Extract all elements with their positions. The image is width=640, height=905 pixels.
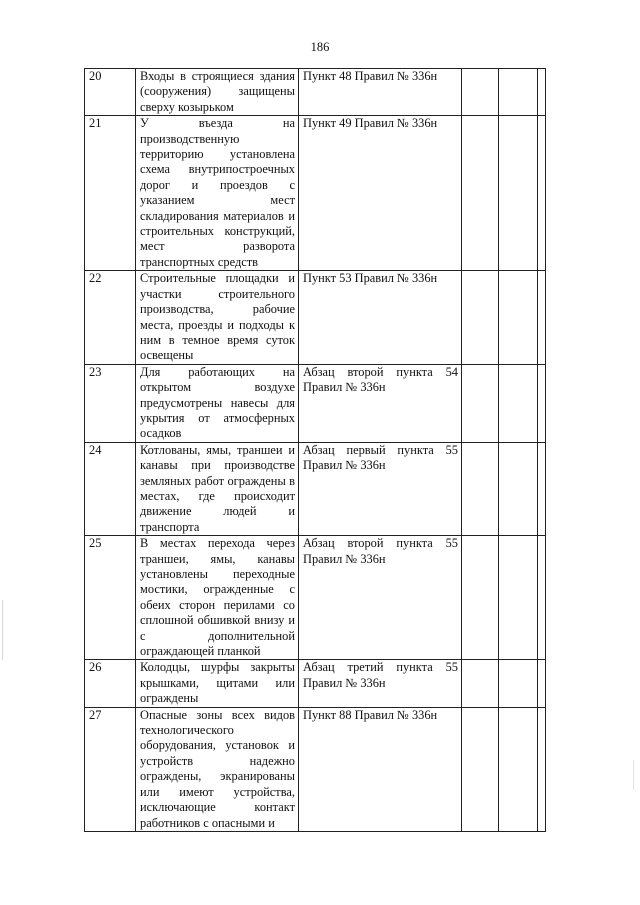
- answer-na-cell[interactable]: [538, 364, 546, 442]
- row-number: 21: [85, 116, 136, 271]
- answer-no-cell[interactable]: [499, 69, 538, 116]
- answer-no-cell[interactable]: [499, 707, 538, 831]
- answer-yes-cell[interactable]: [462, 707, 499, 831]
- table-row: [85, 69, 546, 116]
- scan-artifact-right: [633, 760, 634, 790]
- row-number: 20: [85, 69, 136, 116]
- table-row: [85, 116, 546, 271]
- answer-no-cell[interactable]: [499, 116, 538, 271]
- requirement-cell: Опасные зоны всех видов технологического оборудования, установок и устройств надежно ограждены, экранированы или имеют устройства, исключающие контакт работников с опасными и: [136, 707, 299, 831]
- answer-no-cell[interactable]: [499, 536, 538, 660]
- answer-na-cell[interactable]: [538, 660, 546, 707]
- requirement-cell: Для работающих на открытом воздухе предусмотрены навесы для укрытия от атмосферных осадков: [136, 364, 299, 442]
- answer-na-cell[interactable]: [538, 69, 546, 116]
- reference-cell: Пункт 88 Правил № 336н: [299, 707, 462, 831]
- answer-na-cell[interactable]: [538, 442, 546, 535]
- row-number: 23: [85, 364, 136, 442]
- reference-cell: Абзац второй пункта 55 Правил № 336н: [299, 536, 462, 660]
- answer-yes-cell[interactable]: [462, 442, 499, 535]
- reference-cell: Абзац первый пункта 55 Правил № 336н: [299, 442, 462, 535]
- answer-na-cell[interactable]: [538, 271, 546, 364]
- answer-no-cell[interactable]: [499, 442, 538, 535]
- reference-cell: Пункт 49 Правил № 336н: [299, 116, 462, 271]
- answer-yes-cell[interactable]: [462, 116, 499, 271]
- answer-no-cell[interactable]: [499, 271, 538, 364]
- page-number: 186: [310, 40, 330, 54]
- requirement-cell: Строительные площадки и участки строительного производства, рабочие места, проезды и подходы к ним в темное время суток освещены: [136, 271, 299, 364]
- requirement-cell: Котлованы, ямы, траншеи и канавы при производстве земляных работ ограждены в местах, где происходит движение людей и транспорта: [136, 442, 299, 535]
- reference-cell: Абзац третий пункта 55 Правил № 336н: [299, 660, 462, 707]
- row-number: 26: [85, 660, 136, 707]
- reference-cell: Пункт 53 Правил № 336н: [299, 271, 462, 364]
- row-number: 24: [85, 442, 136, 535]
- answer-na-cell[interactable]: [538, 116, 546, 271]
- row-number: 22: [85, 271, 136, 364]
- answer-yes-cell[interactable]: [462, 660, 499, 707]
- row-number: 25: [85, 536, 136, 660]
- answer-na-cell[interactable]: [538, 536, 546, 660]
- table-row: [85, 536, 546, 660]
- answer-na-cell[interactable]: [538, 707, 546, 831]
- reference-cell: Абзац второй пункта 54 Правил № 336н: [299, 364, 462, 442]
- answer-no-cell[interactable]: [499, 660, 538, 707]
- answer-yes-cell[interactable]: [462, 364, 499, 442]
- table-row: [85, 442, 546, 535]
- answer-yes-cell[interactable]: [462, 536, 499, 660]
- table-row: [85, 707, 546, 831]
- reference-cell: Пункт 48 Правил № 336н: [299, 69, 462, 116]
- row-number: 27: [85, 707, 136, 831]
- scan-artifact-left: [2, 600, 3, 660]
- answer-no-cell[interactable]: [499, 364, 538, 442]
- requirement-cell: В местах перехода через траншеи, ямы, канавы установлены переходные мостики, огражденные с обеих сторон перилами со сплошной обшивкой внизу и с дополнительной ограждающей планкой: [136, 536, 299, 660]
- table-row: [85, 271, 546, 364]
- answer-yes-cell[interactable]: [462, 271, 499, 364]
- answer-yes-cell[interactable]: [462, 69, 499, 116]
- requirement-cell: Колодцы, шурфы закрыты крышками, щитами или ограждены: [136, 660, 299, 707]
- table-row: [85, 660, 546, 707]
- requirement-cell: Входы в строящиеся здания (сооружения) защищены сверху козырьком: [136, 69, 299, 116]
- checklist-table: [84, 68, 546, 832]
- table-row: [85, 364, 546, 442]
- requirement-cell: У въезда на производственную территорию установлена схема внутрипостроечных дорог и проездов с указанием мест складирования материалов и строительных конструкций, мест разворота транспортных средств: [136, 116, 299, 271]
